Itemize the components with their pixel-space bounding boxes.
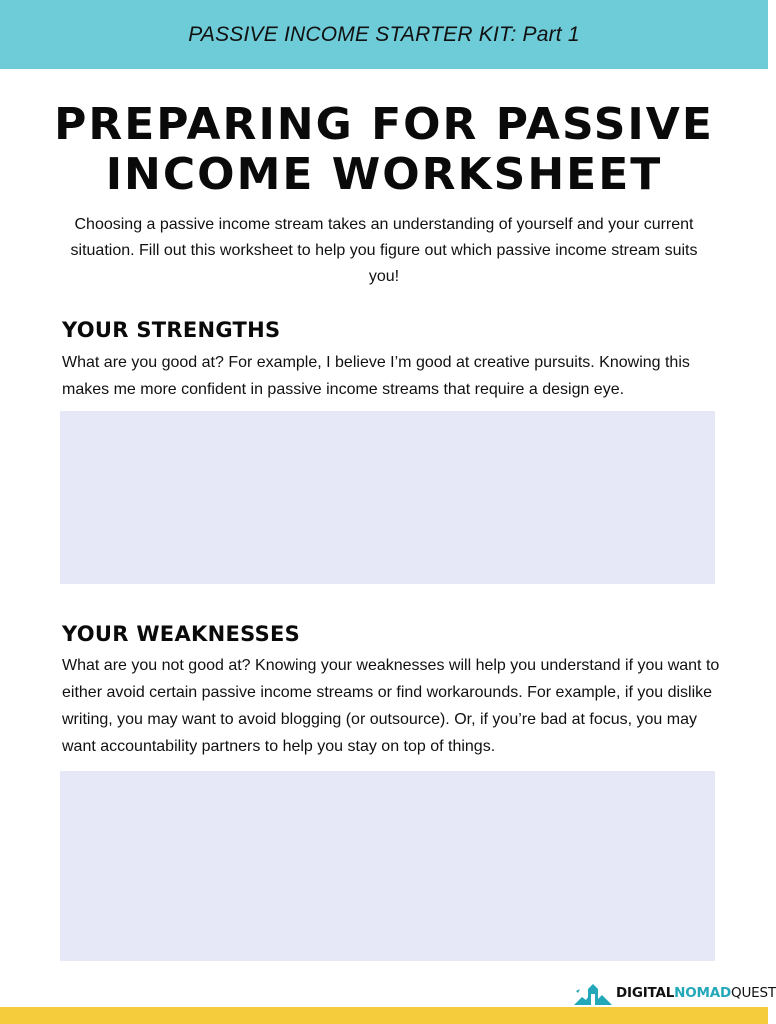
digital-nomad-quest-logo [572, 978, 776, 1008]
logo-word-digital: DIGITAL [616, 985, 675, 1001]
weaknesses-heading: YOUR WEAKNESSES [62, 622, 301, 646]
header-bar [0, 0, 768, 69]
logo-word-nomad: NOMAD [674, 985, 732, 1001]
footer-bar [0, 1007, 768, 1024]
page-title-line-1: PREPARING FOR PASSIVE [54, 99, 714, 150]
strengths-answer-field[interactable] [60, 411, 715, 584]
strengths-heading: YOUR STRENGTHS [62, 318, 281, 342]
weaknesses-description: What are you not good at? Knowing your weaknesses will help you understand if you want to either avoid certain passive income streams or find workarounds. For example, if you dislike writing, you may want to avoid blogging (or outsource). Or, if you’re bad at focus, you may want accountability partners to help you stay on top of things. [62, 657, 720, 755]
header-title: PASSIVE INCOME STARTER KIT: Part 1 [188, 22, 580, 46]
intro-text: Choosing a passive income stream takes an understanding of yourself and your current situation. Fill out this worksheet to help you figure out which passive income stream suits you! [70, 216, 698, 285]
logo-wordmark [616, 985, 776, 1001]
strengths-description: What are you good at? For example, I believe I’m good at creative pursuits. Knowing this makes me more confident in passive income streams that require a design eye. [62, 354, 690, 398]
weaknesses-answer-field[interactable] [60, 771, 715, 961]
house-logo-icon [572, 979, 614, 1007]
page-title-line-2: INCOME WORKSHEET [105, 149, 663, 200]
logo-word-quest: QUEST [731, 985, 776, 1001]
page-title [0, 100, 768, 200]
